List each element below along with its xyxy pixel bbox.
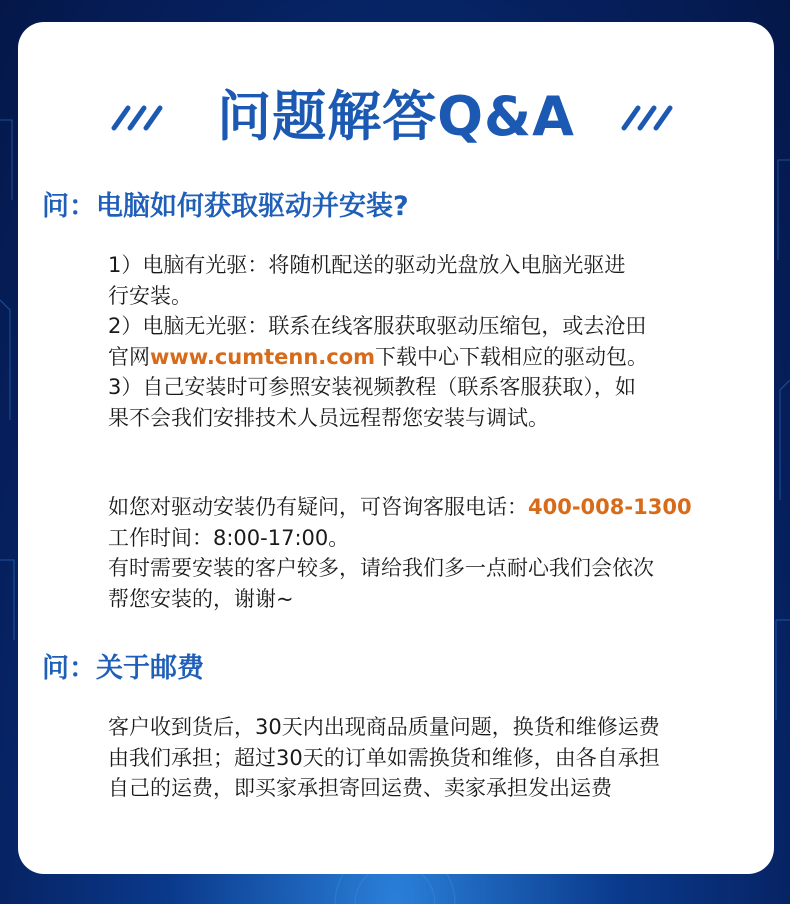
shipping-line2: 由我们承担；超过30天的订单如需换货和维修，由各自承担: [108, 745, 660, 770]
item3-line2: 果不会我们安排技术人员远程帮您安装与调试。: [108, 405, 549, 430]
question-driver: 问：电脑如何获取驱动并安装?: [42, 191, 409, 222]
contact-line: [108, 492, 758, 523]
title-row: [18, 82, 774, 152]
item3-line1: 3）自己安装时可参照安装视频教程（联系客服获取），如: [108, 375, 636, 399]
contact-info: [108, 492, 758, 614]
page-title: 问题解答Q&A: [217, 85, 575, 148]
note-line1: 有时需要安装的客户较多，请给我们多一点耐心我们会依次: [108, 556, 654, 580]
item1-line2: 行安装。: [108, 283, 192, 308]
contact-pre: 如您对驱动安装仍有疑问，可咨询客服电话：: [108, 495, 528, 519]
item2-line1: 2）电脑无光驱：联系在线客服获取驱动压缩包，或去沧田: [108, 314, 647, 338]
item2-line2: [108, 342, 758, 373]
website-link[interactable]: www.cumtenn.com: [150, 344, 376, 369]
qa-card: [18, 22, 774, 874]
slashes-right-icon: [618, 96, 678, 136]
shipping-line3: 自己的运费，即买家承担寄回运费、卖家承担发出运费: [108, 776, 612, 800]
driver-answer: [108, 250, 758, 433]
work-hours: 工作时间：8:00-17:00。: [108, 525, 350, 550]
item1-line1: 1）电脑有光驱：将随机配送的驱动光盘放入电脑光驱进: [108, 253, 626, 277]
phone-number: 400-008-1300: [528, 495, 692, 519]
note-line2: 帮您安装的，谢谢~: [108, 586, 294, 611]
question-shipping: 问：关于邮费: [42, 653, 204, 684]
shipping-answer: [108, 712, 758, 804]
item2-line2-pre: 官网: [108, 344, 150, 369]
item2-line2-post: 下载中心下载相应的驱动包。: [375, 344, 649, 369]
shipping-line1: 客户收到货后，30天内出现商品质量问题，换货和维修运费: [108, 715, 660, 739]
